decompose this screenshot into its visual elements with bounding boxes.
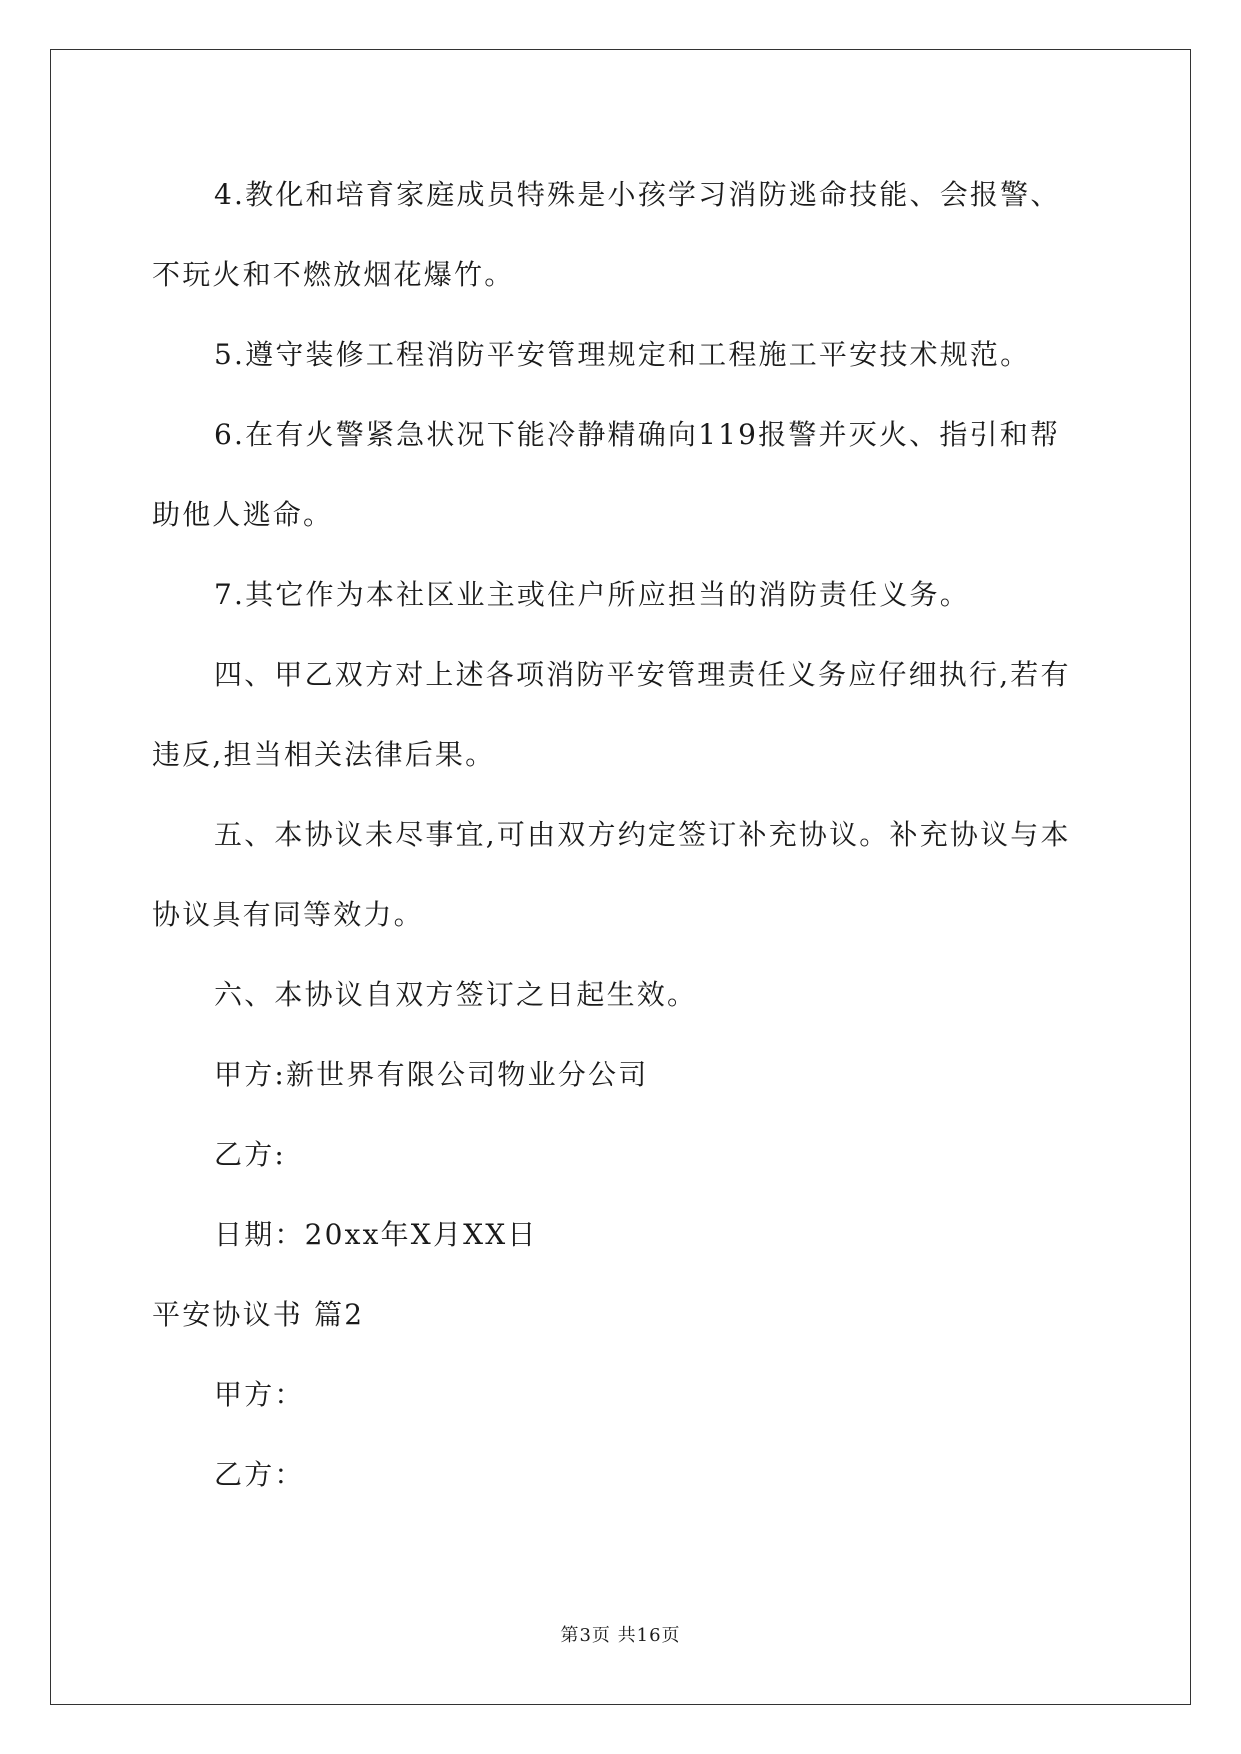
paragraph-line-7: 四、甲乙双方对上述各项消防平安管理责任义务应仔细执行,若有 xyxy=(214,658,1071,691)
paragraph-line-11: 六、本协议自双方签订之日起生效。 xyxy=(214,978,698,1011)
date-line: 日期：20xx年X月XX日 xyxy=(214,1218,538,1251)
paragraph-line-4: 6.在有火警紧急状况下能冷静精确向119报警并灭火、指引和帮 xyxy=(214,418,1061,451)
paragraph-line-1: 4.教化和培育家庭成员特殊是小孩学习消防逃命技能、会报警、 xyxy=(214,178,1061,211)
party-a-line: 甲方:新世界有限公司物业分公司 xyxy=(214,1058,649,1091)
section-heading: 平安协议书 篇2 xyxy=(152,1298,365,1331)
paragraph-line-2: 不玩火和不燃放烟花爆竹。 xyxy=(152,258,515,291)
party-b-line-2: 乙方： xyxy=(214,1458,305,1491)
paragraph-line-5: 助他人逃命。 xyxy=(152,498,334,531)
party-b-line: 乙方: xyxy=(214,1138,287,1171)
paragraph-line-8: 违反,担当相关法律后果。 xyxy=(152,738,496,771)
paragraph-line-6: 7.其它作为本社区业主或住户所应担当的消防责任义务。 xyxy=(214,578,970,611)
page-number: 第3页 共16页 xyxy=(560,1625,681,1646)
paragraph-line-10: 协议具有同等效力。 xyxy=(152,898,424,931)
paragraph-line-9: 五、本协议未尽事宜,可由双方约定签订补充协议。补充协议与本 xyxy=(214,818,1071,851)
paragraph-line-3: 5.遵守装修工程消防平安管理规定和工程施工平安技术规范。 xyxy=(214,338,1031,371)
party-a-line-2: 甲方： xyxy=(214,1378,305,1411)
